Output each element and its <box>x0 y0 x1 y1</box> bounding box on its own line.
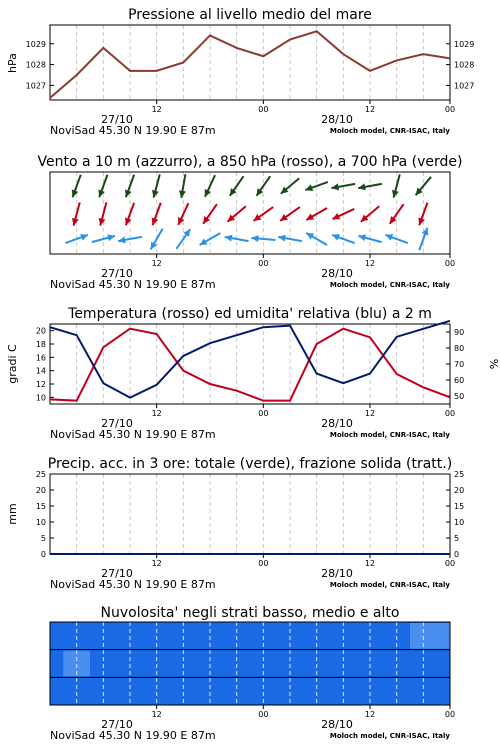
temp-date-label: 27/10 <box>101 417 133 430</box>
station-line: NoviSad 45.30 N 19.90 E 87m <box>50 278 216 291</box>
wind-arrow-head <box>251 235 258 242</box>
temp-date-label: 28/10 <box>321 417 353 430</box>
wind-arrow <box>152 174 160 197</box>
precip-ytick-label: 15 <box>35 502 46 511</box>
precip-tick-label: 12 <box>364 559 376 568</box>
precip-tick-label: 12 <box>151 559 162 568</box>
rh-ytick-label: 80 <box>454 344 465 353</box>
pressure-ytick-label: 1029 <box>25 39 46 49</box>
wind-arrow-head <box>332 183 340 190</box>
wind-date-label: 28/10 <box>321 267 353 280</box>
cloud-date-label: 28/10 <box>321 718 353 731</box>
temp-ytick-label: 20 <box>35 326 46 336</box>
chart-title: Vento a 10 m (azzurro), a 850 hPa (rosso), a 700 hPa (verde) <box>37 154 463 170</box>
rh-ytick-label: 90 <box>454 328 465 337</box>
chart-title: Pressione al livello medio del mare <box>128 7 372 23</box>
model-label: Moloch model, CNR-ISAC, Italy <box>329 127 450 135</box>
wind-tick-label: 12 <box>364 259 376 268</box>
pressure-ylabel: hPa <box>6 53 19 73</box>
model-label: Moloch model, CNR-ISAC, Italy <box>329 581 450 589</box>
cloud-tick-label: 12 <box>151 710 162 719</box>
wind-arrow <box>179 174 186 198</box>
pressure-ytick-label-right: 1027 <box>454 81 475 91</box>
precip-ytick-label: 5 <box>40 534 46 543</box>
temp-ytick-label: 16 <box>35 353 46 363</box>
wind-tick-label: 12 <box>151 259 162 268</box>
pressure-series-line <box>50 31 450 98</box>
temp-ytick-label: 12 <box>35 380 46 389</box>
humidity-series-line <box>50 321 450 398</box>
precip-date-label: 28/10 <box>321 567 353 580</box>
pressure-ytick-label-right: 1028 <box>454 60 475 70</box>
pressure-date-label: 27/10 <box>101 113 133 126</box>
pressure-tick-label: 12 <box>151 105 162 114</box>
rh-ytick-label: 50 <box>454 392 465 401</box>
chart-title: Temperatura (rosso) ed umidita' relativa (blu) a 2 m <box>68 306 432 322</box>
precip-ytick-label-right: 0 <box>454 550 460 559</box>
cloud-tick-label: 00 <box>258 710 269 719</box>
station-line: NoviSad 45.30 N 19.90 E 87m <box>50 729 216 742</box>
wind-arrow-head <box>278 235 286 242</box>
precip-ytick-label-right: 20 <box>454 486 465 495</box>
rh-ylabel: % <box>487 358 500 370</box>
rh-ytick-label: 70 <box>454 360 465 369</box>
pressure-tick-label: 00 <box>444 105 456 114</box>
temp-ytick-label: 14 <box>35 366 46 376</box>
pressure-date-label: 28/10 <box>321 113 353 126</box>
wind-frame <box>50 172 450 254</box>
model-label: Moloch model, CNR-ISAC, Italy <box>329 431 450 439</box>
wind-arrow <box>99 202 107 225</box>
temp-tick-label: 12 <box>151 409 162 418</box>
model-label: Moloch model, CNR-ISAC, Italy <box>329 732 450 740</box>
chart-title: Nuvolosita' negli strati basso, medio e alto <box>100 605 400 621</box>
pressure-ytick-label: 1027 <box>25 81 46 91</box>
wind-arrow-head <box>118 236 126 243</box>
pressure-tick-label: 12 <box>364 105 376 114</box>
precip-ytick-label: 10 <box>35 518 46 527</box>
precip-frame <box>50 474 450 554</box>
wind-tick-label: 00 <box>258 259 269 268</box>
pressure-ytick-label-right: 1029 <box>454 39 475 49</box>
temp-ylabel: gradi C <box>6 344 19 384</box>
cloud-background <box>50 622 450 705</box>
wind-tick-label: 00 <box>444 259 456 268</box>
precip-ytick-label-right: 5 <box>454 534 460 543</box>
cloud-tick-label: 12 <box>364 710 376 719</box>
temperature-series-line <box>50 329 450 401</box>
cloud-date-label: 27/10 <box>101 718 133 731</box>
precip-ytick-label-right: 10 <box>454 518 465 527</box>
precip-ytick-label-right: 15 <box>454 502 465 511</box>
station-line: NoviSad 45.30 N 19.90 E 87m <box>50 428 216 441</box>
temp-ytick-label: 18 <box>35 340 46 349</box>
precip-ytick-label: 20 <box>35 486 46 495</box>
precip-ytick-label: 0 <box>40 550 46 559</box>
temp-tick-label: 00 <box>258 409 269 418</box>
model-label: Moloch model, CNR-ISAC, Italy <box>329 281 450 289</box>
station-line: NoviSad 45.30 N 19.90 E 87m <box>50 578 216 591</box>
chart-title: Precip. acc. in 3 ore: totale (verde), frazione solida (tratt.) <box>47 456 453 472</box>
temp-tick-label: 12 <box>364 409 376 418</box>
precip-ylabel: mm <box>6 503 19 525</box>
wind-arrow-head <box>225 235 233 242</box>
temp-ytick-label: 10 <box>35 393 46 403</box>
wind-arrow <box>392 174 400 197</box>
wind-arrow-head <box>179 190 186 198</box>
precip-ytick-label-right: 25 <box>454 470 465 479</box>
temp-tick-label: 00 <box>444 409 456 418</box>
station-line: NoviSad 45.30 N 19.90 E 87m <box>50 124 216 137</box>
precip-ytick-label: 25 <box>35 470 46 479</box>
wind-arrow-head <box>358 183 366 190</box>
precip-date-label: 27/10 <box>101 567 133 580</box>
precip-tick-label: 00 <box>444 559 456 568</box>
wind-arrow <box>72 202 80 225</box>
precip-tick-label: 00 <box>258 559 269 568</box>
cloud-tick-label: 00 <box>444 710 456 719</box>
rh-ytick-label: 60 <box>454 376 465 385</box>
cloud-cell <box>437 623 450 649</box>
pressure-tick-label: 00 <box>258 105 269 114</box>
wind-date-label: 27/10 <box>101 267 133 280</box>
pressure-ytick-label: 1028 <box>25 60 46 70</box>
